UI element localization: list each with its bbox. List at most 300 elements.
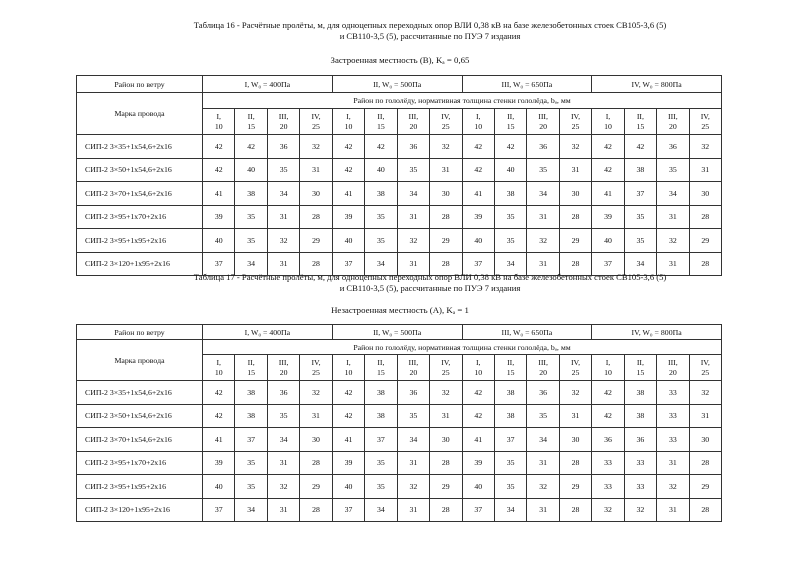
span-value: 31: [657, 451, 689, 475]
ice-zone-header: [365, 355, 397, 381]
span-value: 42: [624, 135, 656, 159]
ice-zone-thickness: 15: [636, 121, 645, 131]
span-value: 28: [689, 252, 721, 276]
span-value: 32: [527, 229, 559, 253]
ice-zone-name: II,: [507, 111, 515, 121]
span-value: 39: [332, 451, 364, 475]
span-value: 35: [397, 404, 429, 428]
wind-zone: II, W₀ = 500Па: [332, 325, 462, 340]
span-value: 29: [300, 475, 332, 499]
span-value: 31: [689, 404, 721, 428]
table17-caption-line1: Таблица 17 - Расчётные пролёты, м, для одноцепных переходных опор ВЛИ 0,38 кВ на базе железобетонных стоек СВ105-3,6 (5): [193, 272, 667, 282]
span-value: 32: [689, 381, 721, 405]
span-value: 34: [527, 182, 559, 206]
wire-brand: СИП-2 3×35+1х54,6+2х16: [77, 381, 203, 405]
ice-zone-header: [592, 109, 624, 135]
wire-brand: СИП-2 3×35+1х54,6+2х16: [77, 135, 203, 159]
table17-terrain: Незастроенная местность (А), Kₐ = 1: [331, 305, 469, 315]
span-value: 37: [332, 498, 364, 522]
ice-zone-name: III,: [667, 111, 678, 121]
table-row: [77, 205, 722, 229]
ice-zone-header: [657, 109, 689, 135]
table-row: [77, 158, 722, 182]
span-value: 28: [430, 205, 462, 229]
ice-zone-name: I,: [346, 357, 351, 367]
ice-zone-thickness: 20: [279, 367, 288, 377]
table-row: [77, 229, 722, 253]
span-value: 41: [462, 428, 494, 452]
span-value: 35: [235, 205, 267, 229]
ice-zone-thickness: 20: [279, 121, 288, 131]
span-value: 31: [689, 158, 721, 182]
span-value: 41: [462, 182, 494, 206]
ice-zone-header: [430, 355, 462, 381]
span-value: 38: [624, 404, 656, 428]
ice-zone-header: [300, 109, 332, 135]
span-value: 36: [592, 428, 624, 452]
span-value: 29: [689, 475, 721, 499]
span-value: 35: [235, 475, 267, 499]
span-value: 36: [624, 428, 656, 452]
ice-zone-name: I,: [216, 357, 221, 367]
span-value: 29: [430, 475, 462, 499]
ice-zone-header: [624, 109, 656, 135]
span-value: 31: [300, 404, 332, 428]
ice-zone-thickness: 10: [344, 121, 353, 131]
span-value: 40: [592, 229, 624, 253]
span-value: 37: [203, 252, 235, 276]
span-value: 30: [559, 428, 591, 452]
span-value: 32: [592, 498, 624, 522]
wind-zone: IV, W₀ = 800Па: [592, 325, 722, 340]
span-value: 35: [235, 229, 267, 253]
span-value: 34: [657, 182, 689, 206]
span-value: 28: [689, 451, 721, 475]
span-value: 35: [267, 158, 299, 182]
span-value: 32: [624, 498, 656, 522]
ice-zone-thickness: 15: [247, 121, 256, 131]
table16: [76, 75, 722, 276]
ice-zone-name: IV,: [570, 357, 581, 367]
span-value: 36: [267, 381, 299, 405]
ice-zone-thickness: 15: [377, 121, 385, 131]
span-value: 42: [462, 381, 494, 405]
span-value: 32: [300, 381, 332, 405]
span-value: 35: [657, 158, 689, 182]
ice-zone-name: I,: [605, 111, 611, 121]
span-value: 28: [559, 252, 591, 276]
ice-zone-name: II,: [377, 357, 385, 367]
span-value: 39: [462, 205, 494, 229]
span-value: 29: [430, 229, 462, 253]
ice-zone-header: [494, 355, 526, 381]
span-value: 28: [559, 451, 591, 475]
span-value: 34: [235, 498, 267, 522]
wire-brand: СИП-2 3×95+1х70+2х16: [77, 205, 203, 229]
span-value: 33: [592, 475, 624, 499]
ice-label: Район по гололёду, нормативная толщина стенки гололёда, bₐ, мм: [203, 340, 722, 355]
span-value: 41: [592, 182, 624, 206]
table17-caption-line2: и СВ110-3,5 (5), рассчитанные по ПУЭ 7 издания: [339, 282, 521, 293]
span-value: 28: [689, 498, 721, 522]
ice-zone-header: [267, 355, 299, 381]
ice-zone-header: [332, 109, 364, 135]
ice-zone-name: I,: [605, 357, 611, 367]
ice-zone-header: [430, 109, 462, 135]
span-value: 37: [365, 428, 397, 452]
span-value: 35: [397, 158, 429, 182]
span-value: 38: [494, 404, 526, 428]
ice-zone-header: [203, 355, 235, 381]
span-value: 34: [494, 252, 526, 276]
span-value: 35: [527, 158, 559, 182]
span-value: 33: [657, 381, 689, 405]
ice-zone-name: III,: [538, 111, 548, 121]
span-value: 33: [592, 451, 624, 475]
span-value: 28: [559, 205, 591, 229]
span-value: 34: [527, 428, 559, 452]
span-value: 32: [430, 381, 462, 405]
ice-zone-name: IV,: [311, 357, 321, 367]
wind-zone: III, W₀ = 650Па: [462, 325, 592, 340]
span-value: 36: [527, 381, 559, 405]
span-value: 31: [397, 498, 429, 522]
span-value: 40: [203, 229, 235, 253]
span-value: 31: [559, 158, 591, 182]
wind-zone: II, W₀ = 500Па: [332, 76, 462, 93]
wire-brand: СИП-2 3×95+1х95+2х16: [77, 475, 203, 499]
ice-zone-thickness: 25: [701, 367, 710, 377]
ice-zone-name: III,: [278, 111, 289, 121]
ice-zone-name: II,: [636, 111, 644, 121]
span-value: 39: [203, 451, 235, 475]
wind-label: Район по ветру: [77, 76, 203, 93]
span-value: 37: [592, 252, 624, 276]
ice-zone-thickness: 10: [214, 121, 223, 131]
span-value: 40: [462, 475, 494, 499]
table17: [76, 324, 722, 522]
span-value: 42: [203, 404, 235, 428]
span-value: 29: [559, 475, 591, 499]
span-value: 28: [559, 498, 591, 522]
span-value: 42: [332, 381, 364, 405]
span-value: 36: [267, 135, 299, 159]
ice-zone-name: I,: [475, 111, 481, 121]
span-value: 42: [592, 404, 624, 428]
span-value: 39: [462, 451, 494, 475]
span-value: 42: [203, 135, 235, 159]
wind-zone: IV, W₀ = 800Па: [592, 76, 722, 93]
span-value: 31: [657, 252, 689, 276]
wind-zone: I, W₀ = 400Па: [203, 76, 333, 93]
ice-zone-name: III,: [278, 357, 289, 367]
span-value: 31: [559, 404, 591, 428]
ice-zone-header: [494, 109, 526, 135]
span-value: 39: [332, 205, 364, 229]
ice-zone-name: III,: [408, 111, 419, 121]
span-value: 42: [592, 381, 624, 405]
ice-label-row: [77, 93, 722, 109]
wire-brand: СИП-2 3×95+1х95+2х16: [77, 229, 203, 253]
ice-zone-header: [527, 355, 559, 381]
ice-zone-thickness: 10: [474, 367, 483, 377]
ice-zone-name: II,: [507, 357, 515, 367]
span-value: 35: [235, 451, 267, 475]
ice-zone-thickness: 15: [247, 367, 256, 377]
span-value: 40: [203, 475, 235, 499]
span-value: 34: [397, 428, 429, 452]
ice-zone-name: IV,: [441, 357, 451, 367]
table-row: [77, 475, 722, 499]
ice-zone-header: [397, 109, 429, 135]
span-value: 35: [267, 404, 299, 428]
table16-caption-line1: Таблица 16 - Расчётные пролёты, м, для одноцепных переходных опор ВЛИ 0,38 кВ на базе железобетонных стоек СВ105-3,6 (5): [193, 20, 667, 30]
span-value: 42: [235, 135, 267, 159]
span-value: 34: [267, 428, 299, 452]
span-value: 31: [430, 404, 462, 428]
span-value: 35: [365, 205, 397, 229]
span-value: 32: [397, 229, 429, 253]
span-value: 31: [527, 498, 559, 522]
span-value: 29: [689, 229, 721, 253]
ice-zone-name: III,: [408, 357, 419, 367]
span-value: 41: [203, 428, 235, 452]
span-value: 35: [365, 475, 397, 499]
ice-zone-thickness: 15: [506, 121, 515, 131]
span-value: 31: [267, 205, 299, 229]
span-value: 36: [657, 135, 689, 159]
ice-zone-thickness: 25: [441, 367, 450, 377]
span-value: 32: [300, 135, 332, 159]
span-value: 34: [494, 498, 526, 522]
span-value: 32: [559, 135, 591, 159]
span-value: 38: [365, 381, 397, 405]
ice-zone-thickness: 15: [377, 367, 385, 377]
span-value: 35: [527, 404, 559, 428]
ice-zone-thickness: 20: [409, 121, 418, 131]
span-value: 29: [559, 229, 591, 253]
brand-label: Марка провода: [77, 340, 203, 381]
span-value: 28: [300, 252, 332, 276]
ice-zone-thickness: 20: [409, 367, 418, 377]
span-value: 42: [462, 158, 494, 182]
ice-zone-header: [203, 109, 235, 135]
ice-zone-header: [527, 109, 559, 135]
ice-zone-thickness: 25: [571, 121, 580, 131]
span-value: 41: [203, 182, 235, 206]
wire-brand: СИП-2 3×50+1х54,6+2х16: [77, 158, 203, 182]
span-value: 29: [300, 229, 332, 253]
span-value: 28: [300, 498, 332, 522]
wind-zone: I, W₀ = 400Па: [203, 325, 333, 340]
span-value: 30: [559, 182, 591, 206]
span-value: 40: [462, 229, 494, 253]
span-value: 31: [397, 205, 429, 229]
ice-zone-header: [624, 355, 656, 381]
table-row: [77, 498, 722, 522]
ice-zone-thickness: 25: [312, 367, 320, 377]
table-row: [77, 182, 722, 206]
table-row: [77, 381, 722, 405]
span-value: 33: [624, 475, 656, 499]
ice-zone-header: [300, 355, 332, 381]
span-value: 38: [494, 381, 526, 405]
ice-zone-header: [235, 109, 267, 135]
table-row: [77, 428, 722, 452]
ice-zone-thickness: 15: [506, 367, 515, 377]
ice-label-row: [77, 340, 722, 355]
span-value: 30: [430, 182, 462, 206]
span-value: 37: [462, 252, 494, 276]
ice-zone-header: [559, 355, 591, 381]
ice-zone-header: [365, 109, 397, 135]
span-value: 30: [430, 428, 462, 452]
ice-zone-header: [397, 355, 429, 381]
span-value: 38: [365, 404, 397, 428]
ice-zone-thickness: 20: [539, 121, 547, 131]
wire-brand: СИП-2 3×70+1х54,6+2х16: [77, 182, 203, 206]
span-value: 42: [462, 135, 494, 159]
span-value: 34: [235, 252, 267, 276]
span-value: 41: [332, 428, 364, 452]
span-value: 39: [203, 205, 235, 229]
span-value: 38: [235, 404, 267, 428]
span-value: 37: [624, 182, 656, 206]
ice-zone-header: [332, 355, 364, 381]
span-value: 32: [267, 229, 299, 253]
span-value: 31: [300, 158, 332, 182]
wind-zone: III, W₀ = 650Па: [462, 76, 592, 93]
span-value: 42: [365, 135, 397, 159]
ice-zone-header: [267, 109, 299, 135]
span-value: 34: [365, 498, 397, 522]
ice-zone-name: III,: [538, 357, 548, 367]
table16-caption-line2: и СВ110-3,5 (5), рассчитанные по ПУЭ 7 издания: [339, 30, 521, 41]
span-value: 33: [657, 404, 689, 428]
span-value: 35: [365, 229, 397, 253]
span-value: 42: [203, 158, 235, 182]
span-value: 35: [494, 451, 526, 475]
wire-brand: СИП-2 3×95+1х70+2х16: [77, 451, 203, 475]
table16-body: [77, 135, 722, 276]
span-value: 37: [494, 428, 526, 452]
span-value: 32: [430, 135, 462, 159]
ice-zone-name: IV,: [441, 111, 451, 121]
span-value: 40: [332, 229, 364, 253]
span-value: 32: [657, 475, 689, 499]
span-value: 35: [624, 229, 656, 253]
span-value: 28: [430, 498, 462, 522]
span-value: 31: [397, 451, 429, 475]
ice-zone-name: I,: [346, 111, 351, 121]
ice-zone-header: [235, 355, 267, 381]
span-value: 32: [689, 135, 721, 159]
ice-zone-header: [657, 355, 689, 381]
ice-zone-name: I,: [216, 111, 221, 121]
ice-zone-name: IV,: [311, 111, 321, 121]
span-value: 42: [494, 135, 526, 159]
span-value: 42: [332, 404, 364, 428]
wind-label: Район по ветру: [77, 325, 203, 340]
ice-zone-name: II,: [247, 111, 255, 121]
span-value: 42: [332, 135, 364, 159]
table-row: [77, 404, 722, 428]
span-value: 28: [689, 205, 721, 229]
span-value: 38: [235, 381, 267, 405]
ice-zone-header: [559, 109, 591, 135]
ice-zone-header: [592, 355, 624, 381]
ice-zone-thickness: 20: [668, 367, 677, 377]
ice-label: Район по гололёду, нормативная толщина стенки гололёда, bₐ, мм: [203, 93, 722, 109]
span-value: 38: [365, 182, 397, 206]
span-value: 34: [624, 252, 656, 276]
ice-zone-thickness: 25: [571, 367, 580, 377]
wire-brand: СИП-2 3×120+1х95+2х16: [77, 252, 203, 276]
ice-zone-thickness: 10: [604, 121, 612, 131]
span-value: 35: [365, 451, 397, 475]
span-value: 37: [203, 498, 235, 522]
span-value: 31: [430, 158, 462, 182]
ice-zone-name: I,: [475, 357, 481, 367]
wire-brand: СИП-2 3×70+1х54,6+2х16: [77, 428, 203, 452]
span-value: 36: [397, 135, 429, 159]
ice-zone-name: III,: [667, 357, 678, 367]
span-value: 34: [397, 182, 429, 206]
span-value: 30: [689, 428, 721, 452]
span-value: 35: [624, 205, 656, 229]
span-value: 36: [527, 135, 559, 159]
wire-brand: СИП-2 3×50+1х54,6+2х16: [77, 404, 203, 428]
span-value: 32: [397, 475, 429, 499]
brand-label: Марка провода: [77, 93, 203, 135]
span-value: 34: [267, 182, 299, 206]
span-value: 33: [624, 451, 656, 475]
span-value: 32: [527, 475, 559, 499]
ice-zone-thickness: 25: [701, 121, 710, 131]
ice-zone-name: IV,: [700, 357, 710, 367]
span-value: 36: [397, 381, 429, 405]
span-value: 40: [365, 158, 397, 182]
span-value: 40: [494, 158, 526, 182]
span-value: 35: [494, 205, 526, 229]
span-value: 31: [267, 498, 299, 522]
ice-zone-thickness: 10: [214, 367, 223, 377]
span-value: 31: [527, 252, 559, 276]
ice-zone-thickness: 10: [474, 121, 483, 131]
span-value: 40: [332, 475, 364, 499]
ice-zone-header: [689, 355, 721, 381]
span-value: 42: [203, 381, 235, 405]
span-value: 30: [689, 182, 721, 206]
ice-zone-name: II,: [636, 357, 644, 367]
ice-zone-thickness: 10: [604, 367, 612, 377]
span-value: 28: [430, 451, 462, 475]
table17-caption: [150, 272, 710, 293]
wind-row: [77, 325, 722, 340]
ice-zone-header: [462, 355, 494, 381]
ice-zone-header: [689, 109, 721, 135]
span-value: 34: [365, 252, 397, 276]
span-value: 42: [332, 158, 364, 182]
span-value: 41: [332, 182, 364, 206]
span-value: 31: [527, 451, 559, 475]
span-value: 28: [300, 451, 332, 475]
span-value: 38: [624, 381, 656, 405]
span-value: 40: [235, 158, 267, 182]
table16-terrain: Застроенная местность (В), Kₐ = 0,65: [330, 55, 470, 65]
span-value: 31: [267, 451, 299, 475]
table-row: [77, 135, 722, 159]
